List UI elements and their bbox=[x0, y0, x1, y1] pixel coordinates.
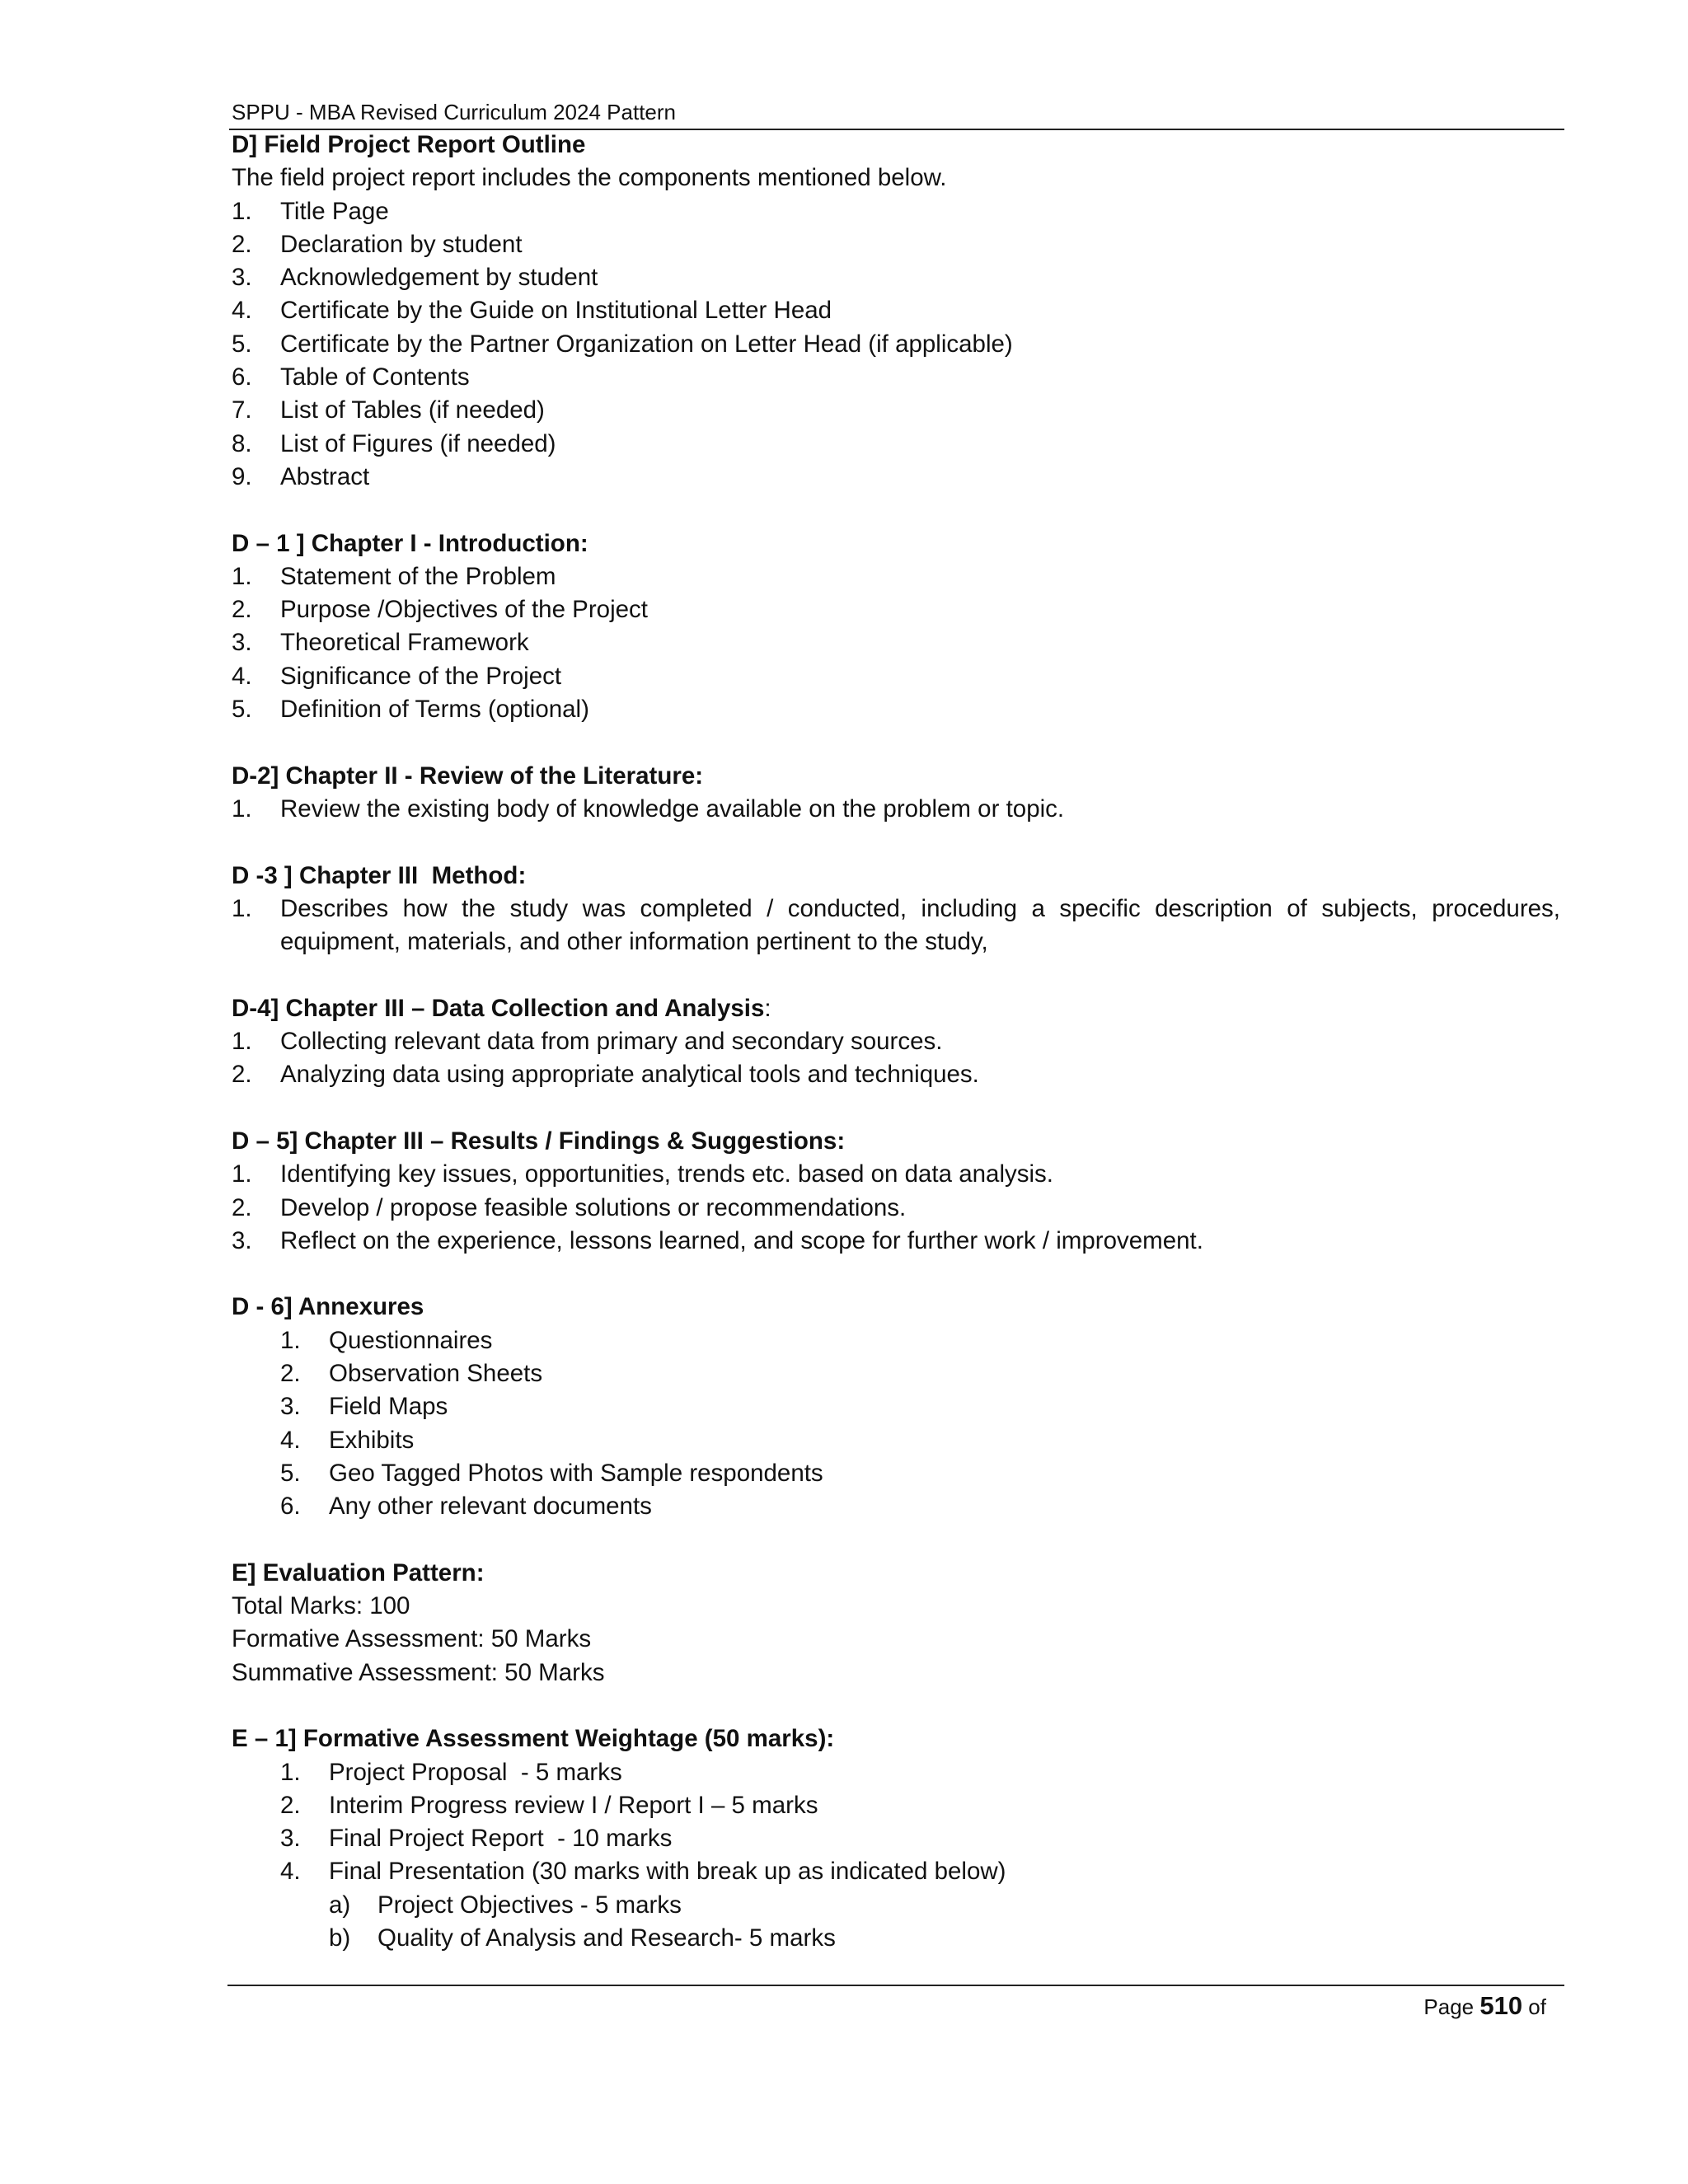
list-item: 2. Purpose /Objectives of the Project bbox=[232, 596, 649, 624]
list-item: 4. Significance of the Project bbox=[232, 662, 562, 690]
list-item: 5. Certificate by the Partner Organization on Letter Head (if applicable) bbox=[232, 330, 1013, 358]
list-item: 2. Analyzing data using appropriate analytical tools and techniques. bbox=[232, 1061, 979, 1089]
section-heading-d5: D – 5] Chapter III – Results / Findings & Suggestions: bbox=[232, 1127, 846, 1155]
list-item: 6. Any other relevant documents bbox=[280, 1493, 652, 1521]
list-item: 3. Field Maps bbox=[280, 1393, 448, 1421]
section-heading-d2: D-2] Chapter II - Review of the Literature: bbox=[232, 762, 704, 790]
section-heading-d4: D-4] Chapter III – Data Collection and Analysis: bbox=[232, 994, 771, 1022]
page-footer bbox=[1423, 1988, 1546, 2025]
sub-list-item: a) Project Objectives - 5 marks bbox=[329, 1891, 682, 1919]
list-item: 2. Declaration by student bbox=[232, 230, 523, 258]
list-item: 4. Exhibits bbox=[280, 1426, 415, 1454]
list-item: 8. List of Figures (if needed) bbox=[232, 429, 556, 457]
formative-assessment: Formative Assessment: 50 Marks bbox=[232, 1625, 592, 1653]
list-item: 9. Abstract bbox=[232, 462, 370, 490]
list-item: 3. Acknowledgement by student bbox=[232, 264, 598, 292]
list-item: 1. Questionnaires bbox=[280, 1326, 493, 1354]
list-item: 5. Geo Tagged Photos with Sample respondents bbox=[280, 1459, 823, 1487]
running-header: SPPU - MBA Revised Curriculum 2024 Pattern bbox=[232, 100, 676, 124]
page-label: Page bbox=[1423, 1994, 1480, 2019]
list-item: 3. Final Project Report - 10 marks bbox=[280, 1825, 673, 1853]
list-item: 1. Title Page bbox=[232, 197, 389, 225]
list-item: 1. Statement of the Problem bbox=[232, 562, 556, 590]
list-item: 3. Reflect on the experience, lessons learned, and scope for further work / improvement. bbox=[232, 1226, 1203, 1254]
list-item: 1. Describes how the study was completed / conducted, including a specific description of subjects, procedures, equipment, materials, and other information pertinent to the study, bbox=[232, 894, 1560, 956]
list-item: 1. Review the existing body of knowledge available on the problem or topic. bbox=[232, 794, 1065, 823]
section-intro: The field project report includes the components mentioned below. bbox=[232, 164, 947, 192]
section-heading-d3: D -3 ] Chapter III Method: bbox=[232, 861, 527, 889]
footer-rule bbox=[227, 1985, 1564, 1986]
list-item: 6. Table of Contents bbox=[232, 363, 470, 391]
list-item: 1. Identifying key issues, opportunities, trends etc. based on data analysis. bbox=[232, 1160, 1053, 1188]
list-item: 3. Theoretical Framework bbox=[232, 629, 529, 657]
list-item: 4. Final Presentation (30 marks with break up as indicated below) bbox=[280, 1858, 1006, 1886]
section-heading-e: E] Evaluation Pattern: bbox=[232, 1558, 485, 1586]
document-body bbox=[232, 129, 1560, 1955]
list-item: 1. Collecting relevant data from primary and secondary sources. bbox=[232, 1028, 943, 1056]
list-item: 5. Definition of Terms (optional) bbox=[232, 696, 589, 724]
section-heading-d: D] Field Project Report Outline bbox=[232, 131, 586, 158]
list-item: 2. Observation Sheets bbox=[280, 1359, 543, 1387]
list-item: 7. List of Tables (if needed) bbox=[232, 396, 545, 424]
page-suffix: of bbox=[1522, 1994, 1546, 2019]
sub-list-item: b) Quality of Analysis and Research- 5 marks bbox=[329, 1924, 836, 1952]
section-heading-d1: D – 1 ] Chapter I - Introduction: bbox=[232, 529, 588, 557]
list-item: 4. Certificate by the Guide on Institutional Letter Head bbox=[232, 297, 832, 325]
list-item: 2. Interim Progress review I / Report I – 5 marks bbox=[280, 1791, 818, 1819]
summative-assessment: Summative Assessment: 50 Marks bbox=[232, 1658, 605, 1686]
section-heading-d6: D - 6] Annexures bbox=[232, 1293, 424, 1321]
list-item: 1. Project Proposal - 5 marks bbox=[280, 1758, 622, 1786]
list-item: 2. Develop / propose feasible solutions or recommendations. bbox=[232, 1193, 907, 1221]
total-marks: Total Marks: 100 bbox=[232, 1592, 410, 1620]
section-heading-e1: E – 1] Formative Assessment Weightage (50 marks): bbox=[232, 1725, 835, 1753]
page-number: 510 bbox=[1479, 1991, 1523, 2020]
